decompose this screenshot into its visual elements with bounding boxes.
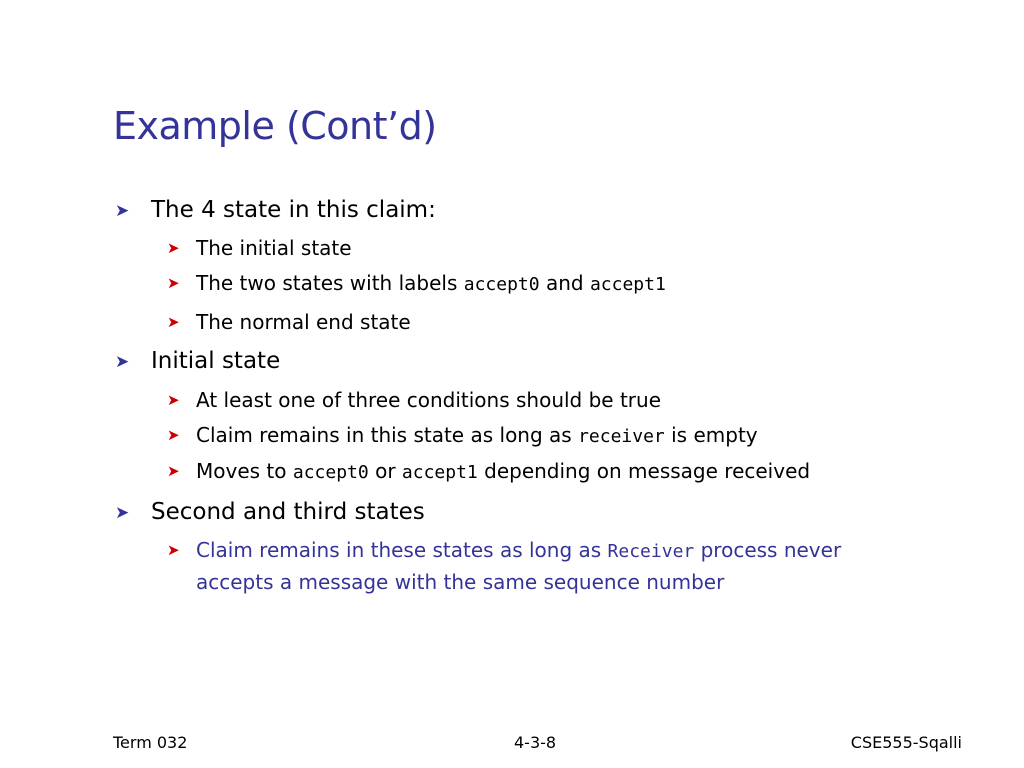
arrow-bullet-icon: ➤ bbox=[115, 352, 130, 372]
bullet-level2 bbox=[167, 423, 758, 448]
bullet-text: The two states with labels bbox=[196, 271, 464, 295]
bullet-text: is empty bbox=[664, 423, 758, 447]
arrow-bullet-icon: ➤ bbox=[167, 426, 180, 444]
arrow-bullet-icon: ➤ bbox=[115, 503, 130, 523]
slide-title: Example (Cont’d) bbox=[113, 104, 437, 148]
code-label: accept0 bbox=[292, 462, 369, 483]
bullet-text: Second and third states bbox=[151, 499, 425, 525]
bullet-level2 bbox=[167, 310, 411, 334]
bullet-text: Claim remains in this state as long as bbox=[196, 423, 579, 447]
bullet-text: and bbox=[539, 271, 590, 295]
arrow-bullet-icon: ➤ bbox=[167, 313, 180, 331]
bullet-continuation bbox=[196, 570, 724, 594]
footer-course: CSE555-Sqalli bbox=[850, 733, 962, 752]
bullet-text: At least one of three conditions should be true bbox=[196, 388, 662, 412]
arrow-bullet-icon: ➤ bbox=[167, 541, 180, 559]
arrow-bullet-icon: ➤ bbox=[167, 391, 180, 409]
code-label: Receiver bbox=[607, 541, 695, 562]
bullet-level2 bbox=[167, 236, 352, 260]
arrow-bullet-icon: ➤ bbox=[115, 201, 130, 221]
code-label: accept0 bbox=[463, 274, 540, 295]
bullet-text: Moves to bbox=[196, 459, 293, 483]
bullet-level1 bbox=[115, 499, 425, 527]
bullet-text: process never bbox=[694, 538, 842, 562]
code-label: accept1 bbox=[589, 274, 666, 295]
bullet-level1 bbox=[115, 197, 436, 225]
bullet-text: accepts a message with the same sequence number bbox=[196, 570, 725, 594]
bullet-text: The 4 state in this claim: bbox=[151, 197, 436, 223]
code-label: receiver bbox=[578, 426, 665, 447]
bullet-level2 bbox=[167, 538, 842, 563]
code-label: accept1 bbox=[401, 462, 478, 483]
bullet-level2 bbox=[167, 271, 666, 296]
arrow-bullet-icon: ➤ bbox=[167, 239, 180, 257]
arrow-bullet-icon: ➤ bbox=[167, 274, 180, 292]
bullet-text: Claim remains in these states as long as bbox=[196, 538, 608, 562]
bullet-text: The initial state bbox=[196, 236, 352, 260]
bullet-level1 bbox=[115, 348, 281, 376]
bullet-level2 bbox=[167, 388, 662, 412]
footer-term: Term 032 bbox=[113, 733, 188, 752]
footer-slide-number: 4-3-8 bbox=[514, 733, 557, 752]
bullet-text: depending on message received bbox=[477, 459, 811, 483]
bullet-text: Initial state bbox=[151, 348, 281, 374]
arrow-bullet-icon: ➤ bbox=[167, 462, 180, 480]
bullet-text: The normal end state bbox=[196, 310, 411, 334]
bullet-text: or bbox=[368, 459, 402, 483]
bullet-level2 bbox=[167, 459, 811, 484]
